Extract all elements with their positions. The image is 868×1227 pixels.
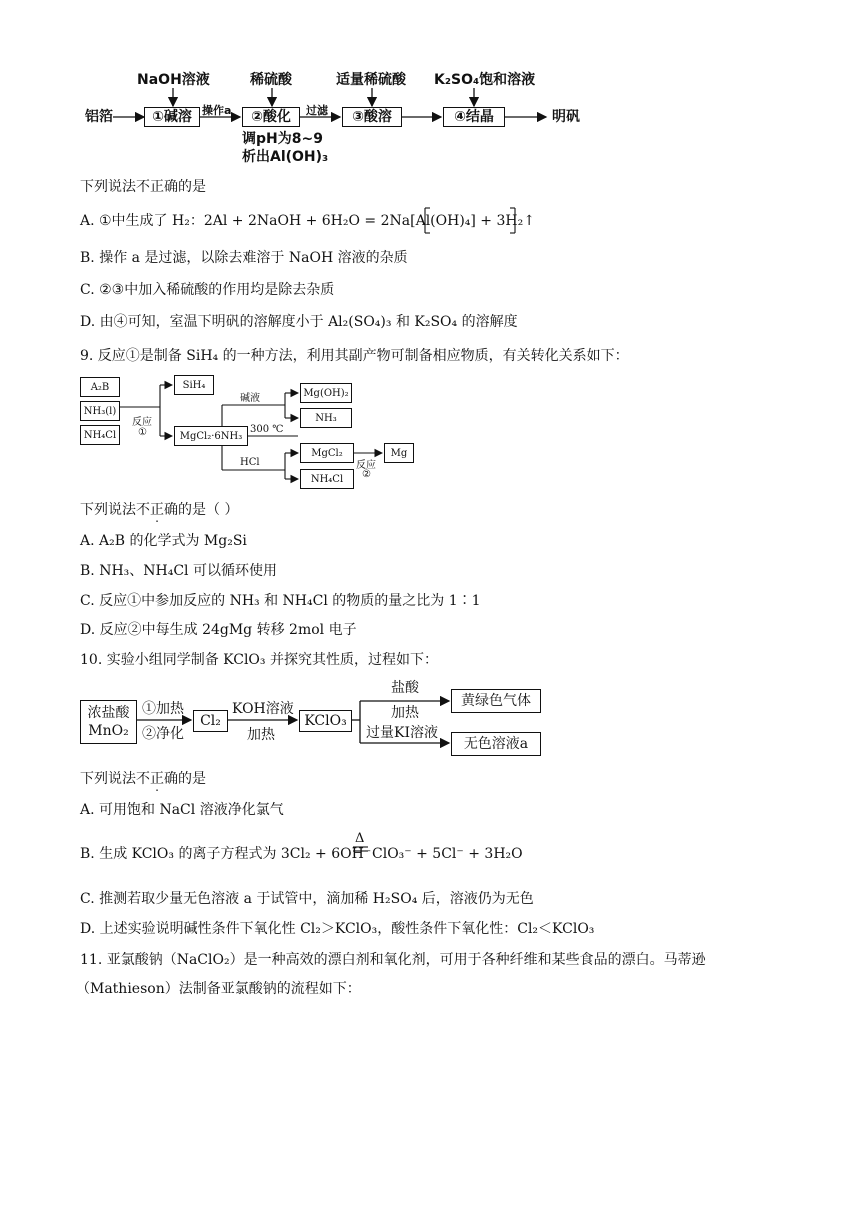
q9-box-mgoh2: Mg(OH)₂ — [300, 383, 352, 403]
q9-box-mgcl2: MgCl₂ — [300, 443, 354, 463]
flow1-end: 明矾 — [552, 109, 580, 125]
q9-label-reaction2-num: ② — [362, 469, 371, 480]
q8-option-d: D. 由④可知，室温下明矾的溶解度小于 Al₂(SO₄)₃ 和 K₂SO₄ 的溶解度 — [80, 314, 518, 330]
flow1-reagent4: K₂SO₄饱和溶液 — [434, 72, 536, 88]
flow1-step1-box: ①碱溶 — [144, 107, 200, 127]
q10-step-purify: ②净化 — [142, 726, 184, 742]
q10-box-start — [80, 700, 137, 744]
q10-reagent-koh: KOH溶液 — [232, 701, 294, 717]
q10-stem-post: 的是 — [178, 771, 206, 787]
q10-option-b-delta: Δ — [355, 831, 365, 846]
q9-label-reaction2: 反应 — [356, 460, 376, 471]
q9-label-reaction1: 反应 — [132, 417, 152, 428]
q9-label-300c: 300 ℃ — [250, 424, 284, 435]
q9-stem-pre: 下列说法 — [80, 502, 136, 518]
q10-stem-emphasis: 不正确 — [136, 771, 178, 787]
q10-box-start-line2: MnO₂ — [88, 723, 129, 739]
q10-label-heat2: 加热 — [391, 705, 419, 721]
q10-label-hcl: 盐酸 — [391, 680, 419, 696]
q10-box-kclo3: KClO₃ — [299, 710, 352, 732]
q8-option-b: B. 操作 a 是过滤，以除去难溶于 NaOH 溶液的杂质 — [80, 250, 408, 266]
q10-option-b-post: ClO₃⁻ + 5Cl⁻ + 3H₂O — [372, 846, 523, 862]
q9-label-base: 碱液 — [240, 393, 260, 404]
flow1-step3-box: ③酸溶 — [342, 107, 402, 127]
q10-box-start-line1: 浓盐酸 — [87, 705, 130, 721]
q10-stem-pre: 下列说法 — [80, 771, 136, 787]
q10-box-yellow-green-gas: 黄绿色气体 — [451, 689, 541, 713]
q9-stem — [80, 501, 238, 519]
q8-stem: 下列说法不正确的是 — [80, 179, 206, 195]
q10-option-a: A. 可用饱和 NaCl 溶液净化氯气 — [80, 802, 284, 818]
q9-box-nh4cl-input: NH₄Cl — [80, 425, 120, 445]
flow1-reagent2: 稀硫酸 — [250, 72, 292, 88]
flow1-note-line2: 析出Al(OH)₃ — [242, 149, 329, 165]
q10-option-c: C. 推测若取少量无色溶液 a 于试管中，滴加稀 H₂SO₄ 后，溶液仍为无色 — [80, 891, 534, 907]
flow1-filter: 过滤 — [306, 104, 328, 117]
q8-option-a: A. ①中生成了 H₂：2Al + 2NaOH + 6H₂O = 2Na[Al(OH)₄] + 3H₂↑ — [80, 213, 535, 229]
flow1-op-a: 操作a — [202, 104, 232, 117]
flow1-start: 铝箔 — [85, 109, 113, 125]
q10-box-colorless-solution: 无色溶液a — [451, 732, 541, 756]
q10-option-b-pre: B. 生成 KClO₃ 的离子方程式为 3Cl₂ + 6OH⁻ — [80, 846, 372, 862]
q9-option-d: D. 反应②中每生成 24gMg 转移 2mol 电子 — [80, 622, 357, 638]
q10-box-cl2: Cl₂ — [193, 710, 228, 732]
q9-box-mg: Mg — [384, 443, 414, 463]
q9-box-nh3: NH₃ — [300, 408, 352, 428]
q10-label-ki: 过量KI溶液 — [366, 725, 438, 741]
q9-box-nh4cl-output: NH₄Cl — [300, 469, 354, 489]
q9-stem-post: 的是（ ） — [178, 502, 239, 518]
q9-box-mgcl2-6nh3: MgCl₂·6NH₃ — [174, 426, 248, 446]
flow1-step4-box: ④结晶 — [443, 107, 505, 127]
q9-label-reaction1-num: ① — [138, 427, 147, 438]
flow1-reagent3: 适量稀硫酸 — [336, 72, 406, 88]
q9-label-hcl: HCl — [240, 457, 260, 468]
q11-line1: 11. 亚氯酸钠（NaClO₂）是一种高效的漂白剂和氧化剂，可用于各种纤维和某些食品的漂白。马蒂逊 — [80, 952, 706, 968]
q11-line2: （Mathieson）法制备亚氯酸钠的流程如下： — [76, 981, 361, 997]
q9-intro: 9. 反应①是制备 SiH₄ 的一种方法，利用其副产物可制备相应物质，有关转化关系如下： — [80, 348, 629, 364]
q9-box-nh3-liquid: NH₃(l) — [80, 401, 120, 421]
q9-option-c: C. 反应①中参加反应的 NH₃ 和 NH₄Cl 的物质的量之比为 1∶1 — [80, 593, 481, 609]
q10-step-heat: ①加热 — [142, 701, 184, 717]
q10-reagent-heat: 加热 — [247, 727, 275, 743]
q9-option-b: B. NH₃、NH₄Cl 可以循环使用 — [80, 563, 277, 579]
q10-option-d: D. 上述实验说明碱性条件下氧化性 Cl₂＞KClO₃，酸性条件下氧化性：Cl₂＜KClO₃ — [80, 921, 595, 937]
q8-option-c: C. ②③中加入稀硫酸的作用均是除去杂质 — [80, 282, 335, 298]
q10-stem — [80, 770, 206, 788]
q9-box-a2b: A₂B — [80, 377, 120, 397]
flow1-reagent1: NaOH溶液 — [137, 72, 210, 88]
flow1-note-line1: 调pH为8~9 — [242, 131, 323, 147]
q10-intro: 10. 实验小组同学制备 KClO₃ 并探究其性质，过程如下： — [80, 652, 438, 668]
q9-option-a: A. A₂B 的化学式为 Mg₂Si — [80, 533, 247, 549]
flow1-step2-box: ②酸化 — [242, 107, 300, 127]
q9-box-sih4: SiH₄ — [174, 375, 214, 395]
q9-stem-emphasis: 不正确 — [136, 502, 178, 518]
